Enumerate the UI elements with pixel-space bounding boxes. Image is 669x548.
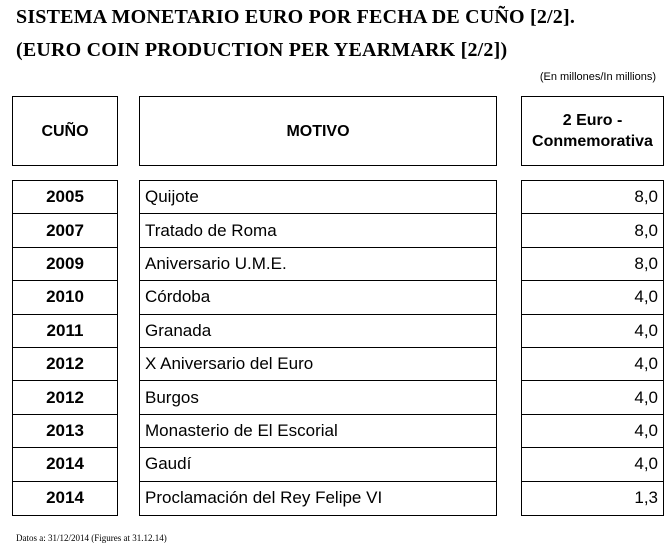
value-cell: 4,0 (522, 348, 663, 381)
motivo-cell: Gaudí (140, 448, 496, 481)
column-header-value-line2: Conmemorativa (532, 133, 653, 150)
motivo-cell: Burgos (140, 381, 496, 414)
value-cell: 8,0 (522, 248, 663, 281)
value-cell: 4,0 (522, 415, 663, 448)
motivo-cell: Córdoba (140, 281, 496, 314)
units-note: (En millones/In millions) (539, 71, 656, 83)
column-header-year: CUÑO (12, 96, 118, 166)
footer-note: Datos a: 31/12/2014 (Figures at 31.12.14) (16, 533, 167, 543)
value-cell: 4,0 (522, 448, 663, 481)
motivo-cell: Granada (140, 315, 496, 348)
value-cell: 4,0 (522, 381, 663, 414)
year-cell: 2012 (13, 381, 117, 414)
year-cell: 2014 (46, 488, 84, 508)
motivo-cell: Tratado de Roma (140, 214, 496, 247)
value-column (521, 180, 664, 516)
year-cell: 2013 (13, 415, 117, 448)
page-title: SISTEMA MONETARIO EURO POR FECHA DE CUÑO [2/2]. (16, 6, 576, 28)
value-cell: 8,0 (522, 181, 663, 214)
year-cell: 2014 (13, 448, 117, 481)
year-cell: 2011 (13, 315, 117, 348)
year-cell: 2005 (13, 181, 117, 214)
year-cell: 2010 (13, 281, 117, 314)
value-cell: 8,0 (522, 214, 663, 247)
column-header-value-line1: 2 Euro - (562, 112, 623, 129)
motivo-cell: X Aniversario del Euro (140, 348, 496, 381)
column-header-value (521, 96, 664, 166)
motivo-cell: Proclamación del Rey Felipe VI (145, 488, 383, 508)
value-cell: 4,0 (522, 281, 663, 314)
value-cell: 4,0 (522, 315, 663, 348)
year-column (12, 180, 118, 516)
year-cell: 2007 (13, 214, 117, 247)
motivo-cell: Monasterio de El Escorial (140, 415, 496, 448)
year-cell: 2012 (13, 348, 117, 381)
column-header-motivo: MOTIVO (139, 96, 497, 166)
motivo-column (139, 180, 497, 516)
motivo-cell: Quijote (140, 181, 496, 214)
motivo-cell: Aniversario U.M.E. (140, 248, 496, 281)
page-subtitle: (EURO COIN PRODUCTION PER YEARMARK [2/2]) (16, 39, 508, 61)
value-cell: 1,3 (634, 488, 658, 508)
year-cell: 2009 (13, 248, 117, 281)
